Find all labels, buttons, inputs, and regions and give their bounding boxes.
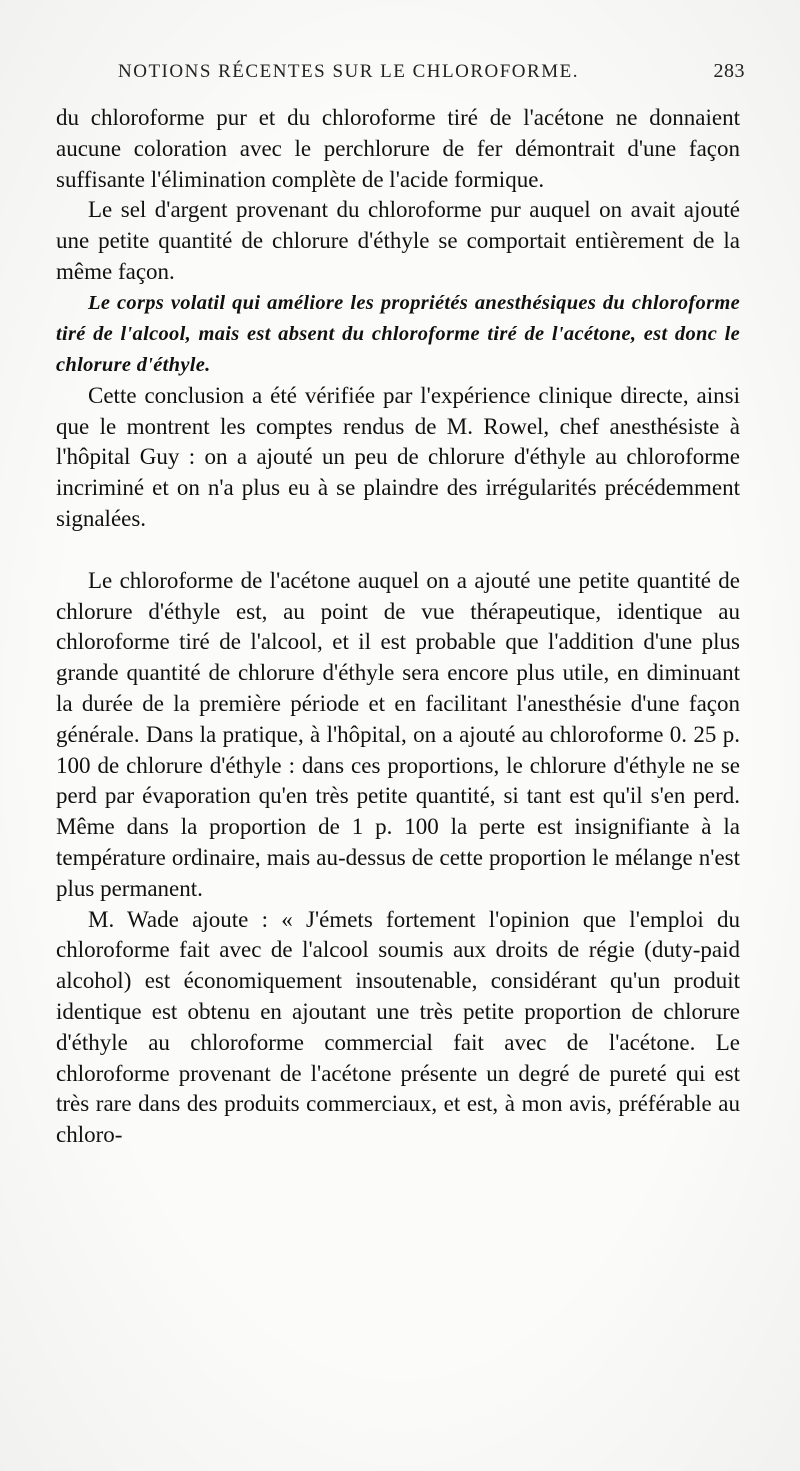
paragraph-continuation: du chloroforme pur et du chloroforme tiré de l'acétone ne donnaient aucune coloration avec le perchlorure de fer démontrait d'une façon suffisante l'élimination complète de l'acide formique.	[56, 105, 740, 192]
page-number: 283	[713, 60, 745, 82]
paragraph-clinical-verification: Cette conclusion a été vérifiée par l'expérience clinique directe, ainsi que le montrent les comptes rendus de M. Rowel, chef anesthésiste à l'hôpital Guy : on a ajouté un peu de chlorure d'éthyle au chloroforme incriminé et on n'a plus eu à se plaindre des irrégularités précédemment signalées.	[56, 382, 740, 531]
paragraph-conclusion-italic: Le corps volatil qui améliore les propriétés anesthésiques du chloroforme tiré de l'alcool, mais est absent du chloroforme tiré de l'acétone, est donc le chlorure d'éthyle.	[56, 291, 740, 376]
paragraph-acetone-chloroform: Le chloroforme de l'acétone auquel on a ajouté une petite quantité de chlorure d'éthyle est, au point de vue thérapeutique, identique au chloroforme tiré de l'alcool, et il est probable que l'addition d'une plus grande quantité de chlorure d'éthyle sera encore plus utile, en diminuant la durée de la première période et en facilitant l'anesthésie d'une façon générale. Dans la pratique, à l'hôpital, on a ajouté au chloroforme 0. 25 p. 100 de chlorure d'éthyle : dans ces proportions, le chlorure d'éthyle ne se perd par évaporation qu'en très petite quantité, si tant est qu'il s'en perd. Même dans la proportion de 1 p. 100 la perte est insignifiante à la température ordinaire, mais au-dessus de cette proportion le mélange n'est plus permanent.	[56, 567, 740, 901]
running-header	[118, 60, 745, 96]
running-title: NOTIONS RÉCENTES SUR LE CHLOROFORME.	[118, 61, 579, 82]
paragraph-silver-salt: Le sel d'argent provenant du chloroforme pur auquel on avait ajouté une petite quantité de chlorure d'éthyle se comportait entièrement de la même façon.	[56, 197, 740, 284]
page-body	[56, 103, 740, 1151]
paragraph-wade-quote: M. Wade ajoute : « J'émets fortement l'opinion que l'emploi du chloroforme fait avec de l'alcool soumis aux droits de régie (duty-paid alcohol) est économiquement insoutenable, considérant qu'un produit identique est obtenu en ajoutant une très petite proportion de chlorure d'éthyle au chloroforme commercial fait avec de l'acétone. Le chloroforme provenant de l'acétone présente un degré de pureté qui est très rare dans des produits commerciaux, et est, à mon avis, préférable au chloro-	[56, 906, 740, 1148]
